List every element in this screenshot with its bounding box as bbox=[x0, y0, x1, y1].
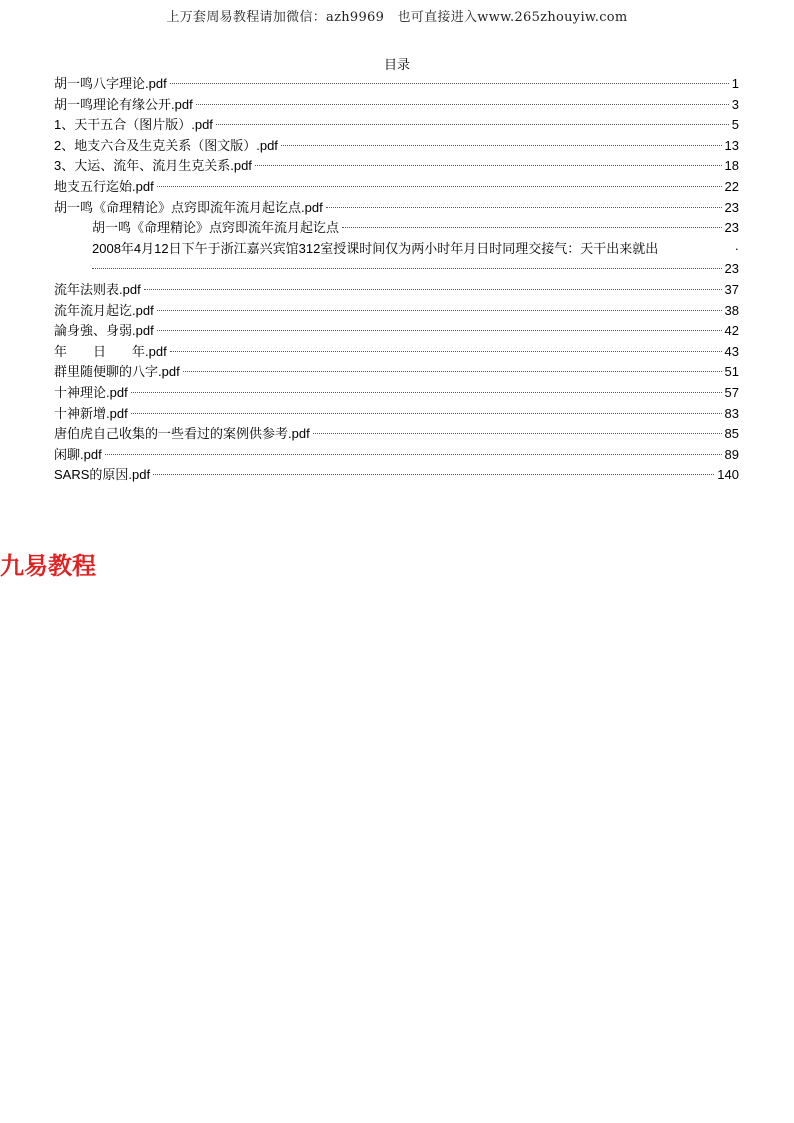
toc-entry[interactable] bbox=[54, 198, 739, 219]
dot-leader bbox=[342, 227, 722, 228]
toc-entry[interactable] bbox=[54, 301, 739, 322]
toc-entry-label: 唐伯虎自己收集的一些看过的案例供参考.pdf bbox=[54, 426, 310, 442]
dot-leader bbox=[326, 207, 722, 208]
toc-entry-page: 22 bbox=[724, 178, 739, 194]
brand-watermark: 九易教程 bbox=[0, 552, 96, 580]
toc-entry-label: 十神理论.pdf bbox=[54, 384, 128, 400]
toc-entry[interactable] bbox=[54, 465, 739, 486]
toc-subentry-continuation[interactable] bbox=[54, 259, 739, 280]
dot-leader bbox=[281, 145, 722, 146]
toc-entry-page: 51 bbox=[724, 364, 739, 380]
toc-entry[interactable] bbox=[54, 424, 739, 445]
toc-entry[interactable] bbox=[54, 74, 739, 95]
table-of-contents bbox=[54, 74, 739, 486]
toc-entry[interactable] bbox=[54, 383, 739, 404]
toc-entry-page: 3 bbox=[731, 96, 739, 112]
dot-leader bbox=[170, 351, 722, 352]
toc-entry[interactable] bbox=[54, 115, 739, 136]
toc-entry-page: 43 bbox=[724, 343, 739, 359]
dot-leader bbox=[216, 124, 729, 125]
toc-entry-label: SARS的原因.pdf bbox=[54, 467, 151, 483]
toc-entry-label: 闲聊.pdf bbox=[54, 446, 102, 462]
dot-leader bbox=[144, 289, 722, 290]
toc-entry-page: 13 bbox=[724, 137, 739, 153]
toc-entry-label: 年 日 年.pdf bbox=[54, 343, 167, 359]
toc-entry-label: 胡一鸣《命理精论》点窍即流年流月起讫点.pdf bbox=[54, 199, 323, 215]
dot-leader bbox=[157, 330, 722, 331]
toc-entry[interactable] bbox=[54, 445, 739, 466]
toc-entry-label: 2008年4月12日下午于浙江嘉兴宾馆312室授课时间仅为两小时年月日时同理交接气：天干出来就出 bbox=[92, 240, 659, 256]
toc-entry[interactable] bbox=[54, 342, 739, 363]
toc-entry[interactable] bbox=[54, 95, 739, 116]
toc-entry-label: 2、地支六合及生克关系（图文版）.pdf bbox=[54, 137, 278, 153]
toc-entry-label: 胡一鸣理论有缘公开.pdf bbox=[54, 96, 193, 112]
toc-entry-page: 5 bbox=[731, 117, 739, 133]
toc-entry-page: 37 bbox=[724, 281, 739, 297]
toc-entry-label: 1、天干五合（图片版）.pdf bbox=[54, 117, 213, 133]
toc-entry[interactable] bbox=[54, 177, 739, 198]
toc-entry-page: 18 bbox=[724, 158, 739, 174]
toc-subentry[interactable] bbox=[54, 218, 739, 239]
toc-subentry[interactable] bbox=[54, 239, 739, 260]
toc-entry[interactable] bbox=[54, 404, 739, 425]
dot-leader bbox=[313, 433, 722, 434]
dot-leader bbox=[157, 186, 722, 187]
toc-entry-page: 83 bbox=[724, 405, 739, 421]
toc-entry-label: 流年流月起讫.pdf bbox=[54, 302, 154, 318]
toc-title: 目录 bbox=[383, 58, 410, 73]
toc-entry[interactable] bbox=[54, 321, 739, 342]
toc-entry-label: 3、大运、流年、流月生克关系.pdf bbox=[54, 158, 252, 174]
toc-entry-page: 23 bbox=[724, 261, 739, 277]
toc-entry-page: 42 bbox=[724, 323, 739, 339]
dot-leader bbox=[183, 371, 722, 372]
toc-entry-label: 論身強、身弱.pdf bbox=[54, 323, 154, 339]
toc-entry[interactable] bbox=[54, 362, 739, 383]
toc-entry-page: 140 bbox=[717, 467, 739, 483]
dot-leader bbox=[105, 454, 722, 455]
toc-entry-page: 1 bbox=[731, 76, 739, 91]
toc-entry-label: 流年法则表.pdf bbox=[54, 281, 141, 297]
toc-entry[interactable] bbox=[54, 156, 739, 177]
dot-leader bbox=[196, 104, 729, 105]
toc-entry-page: 38 bbox=[724, 302, 739, 318]
toc-entry-label: 胡一鸣《命理精论》点窍即流年流月起讫点 bbox=[92, 220, 340, 236]
toc-entry[interactable] bbox=[54, 280, 739, 301]
dot-leader bbox=[153, 474, 714, 475]
toc-entry-label: 胡一鸣八字理论.pdf bbox=[54, 76, 167, 91]
toc-entry-label: 群里随便聊的八字.pdf bbox=[54, 364, 180, 380]
watermark-header: 上万套周易教程请加微信：azh9969 也可直接进入www.265zhouyiw.com bbox=[166, 10, 628, 25]
toc-entry-page: 85 bbox=[724, 426, 739, 442]
toc-trailing-dot: · bbox=[731, 240, 739, 256]
toc-entry-page: 23 bbox=[724, 199, 739, 215]
toc-entry-label: 十神新增.pdf bbox=[54, 405, 128, 421]
toc-entry-page: 23 bbox=[724, 220, 739, 236]
dot-leader bbox=[255, 165, 722, 166]
dot-leader bbox=[131, 392, 722, 393]
toc-entry-page: 89 bbox=[724, 446, 739, 462]
toc-entry-label: 地支五行迄始.pdf bbox=[54, 178, 154, 194]
dot-leader bbox=[92, 268, 722, 269]
toc-entry[interactable] bbox=[54, 136, 739, 157]
dot-leader bbox=[170, 83, 729, 84]
dot-leader bbox=[131, 413, 722, 414]
toc-entry-page: 57 bbox=[724, 384, 739, 400]
dot-leader bbox=[157, 310, 722, 311]
